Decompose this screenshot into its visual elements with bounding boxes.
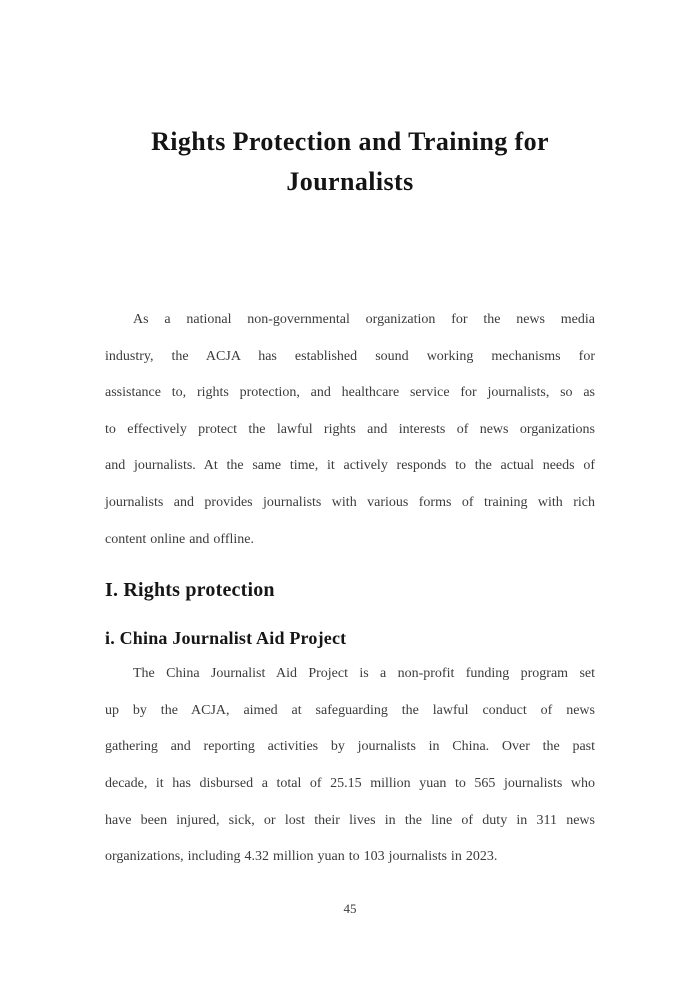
- subsection-heading-aid-project: i. China Journalist Aid Project: [105, 628, 347, 649]
- text-line: industry, the ACJA has established sound working mechanisms for: [105, 348, 595, 364]
- intro-paragraph: [105, 302, 595, 558]
- section-heading-rights-protection: I. Rights protection: [105, 579, 275, 602]
- text-line: decade, it has disbursed a total of 25.15 million yuan to 565 journalists who: [105, 775, 595, 791]
- text-line: content online and offline.: [105, 531, 254, 547]
- text-line: up by the ACJA, aimed at safeguarding the lawful conduct of news: [105, 702, 595, 718]
- text-line: gathering and reporting activities by journalists in China. Over the past: [105, 739, 595, 755]
- text-line: assistance to, rights protection, and healthcare service for journalists, so as: [105, 385, 595, 401]
- page-title: Rights Protection and Training for Journalists: [151, 127, 549, 196]
- text-line: As a national non-governmental organization for the news media: [133, 312, 595, 327]
- text-line: have been injured, sick, or lost their lives in the line of duty in 311 news: [105, 812, 595, 828]
- page-number: 45: [343, 901, 357, 916]
- text-line: The China Journalist Aid Project is a non-profit funding program set: [133, 666, 595, 682]
- text-line: journalists and provides journalists with various forms of training with rich: [105, 494, 595, 510]
- text-line: and journalists. At the same time, it actively responds to the actual needs of: [105, 458, 595, 474]
- text-line: to effectively protect the lawful rights and interests of news organizations: [105, 421, 595, 437]
- text-line: organizations, including 4.32 million yuan to 103 journalists in 2023.: [105, 849, 498, 865]
- aid-project-paragraph: [105, 656, 595, 876]
